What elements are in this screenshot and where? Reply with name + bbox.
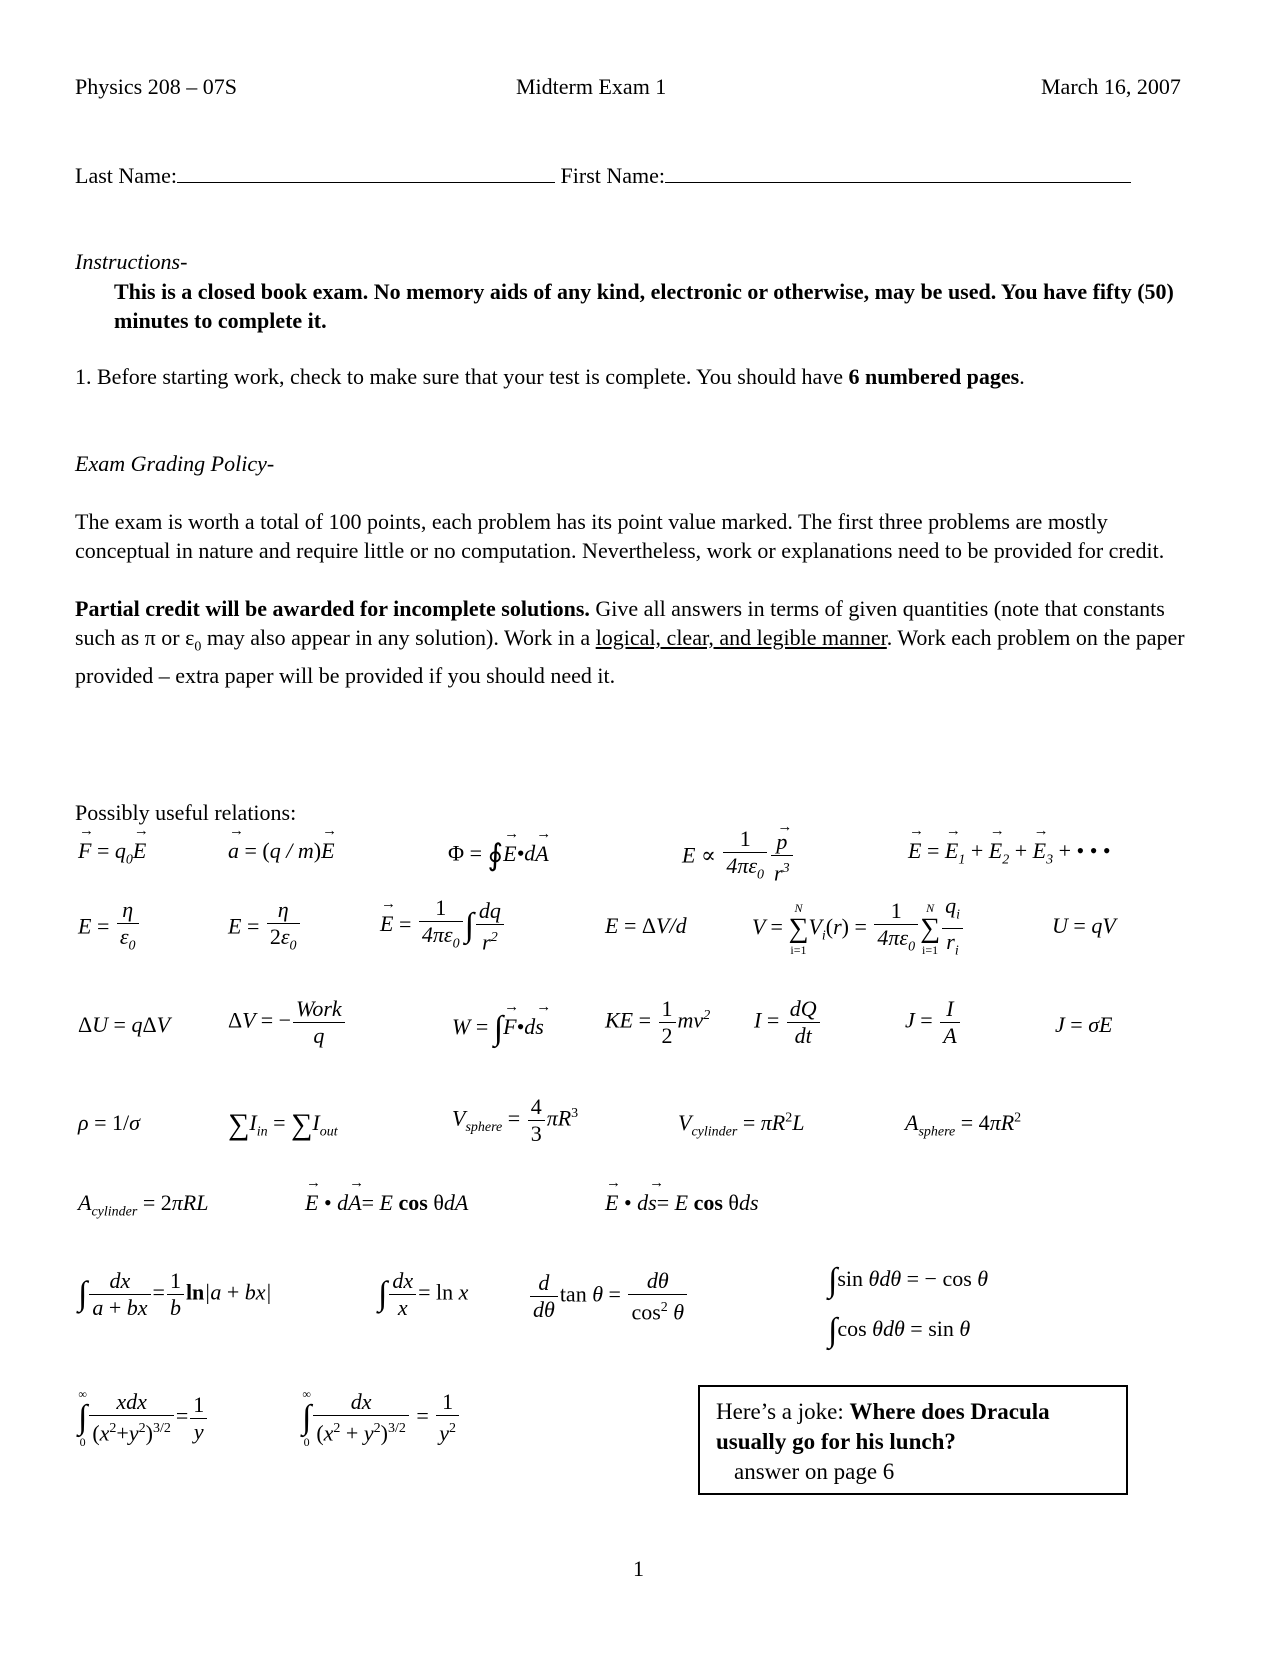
formula-potential-sum: V = N ∑ i=1 $V_i(r)$ = $\frac{1}{4\pi\varepsilon_0}$ N ∑ i=1 $\frac{q_i}{r_i}$ [752, 893, 965, 965]
formula-current: I = $\frac{dQ}{dt}$ [754, 996, 822, 1049]
exam-title: Midterm Exam 1 [516, 74, 667, 99]
course-title: Physics 208 – 07S [75, 74, 237, 99]
formula-sphere-area: $A_{sphere} = 4\pi R^2$ [905, 1110, 1022, 1140]
grading-text-c: . Work each problem on the paper provided – extra paper will be provided if you should need it. [75, 625, 1185, 689]
formula-work: W = ∫→ F•d→ s [452, 1010, 544, 1048]
formula-cylinder-volume: $V_{cylinder} = \pi R^2L$ [678, 1110, 805, 1140]
grading-text-b: may also appear in any solution). Work in a [201, 625, 596, 650]
first-name-field[interactable] [665, 162, 1131, 183]
formula-field-conductor: E = $\frac{\eta}{\varepsilon_0}$ [78, 897, 141, 959]
name-line [75, 162, 1131, 189]
epsilon-subscript: 0 [194, 639, 202, 655]
formula-field-integral: → E = $\frac{1}{4\pi\varepsilon_0}$ ∫ $\frac{dq}{r^2}$ [380, 895, 506, 957]
formula-cylinder-area: $A_{cylinder} = 2\pi RL$ [78, 1190, 209, 1220]
instruction-item-1-bold: 6 numbered pages [848, 364, 1020, 389]
instruction-item-1-text: 1. Before starting work, check to make sure that your test is complete. You should have [75, 364, 849, 389]
formula-field-sheet: E = $\frac{\eta}{2\varepsilon_0}$ [228, 897, 302, 959]
formula-integral-dx: ∞ ∫ 0 $\frac{dx}{(x^2 + y^2)^{3/2}}$ = $\frac{1}{y^2}$ [302, 1388, 461, 1448]
joke-lead: Here’s a joke: [716, 1399, 850, 1424]
grading-title: Exam Grading Policy- [75, 451, 275, 476]
joke-box [698, 1385, 1128, 1495]
formula-uniform-field: E = ΔV/d [605, 913, 687, 938]
formula-integral-sin: ∫sin θdθ = − cos θ [828, 1262, 989, 1299]
formula-dot-product-length: → E • d→ s= E cos θds [605, 1190, 759, 1216]
grading-paragraph-2 [75, 594, 1205, 690]
formula-dipole-field: E ∝ $\frac{1}{4\pi\varepsilon_0}$ → $\frac{p}{r^3}$ [682, 826, 795, 888]
formula-acceleration: → a = (q / m)→ E [228, 838, 335, 864]
formula-integral-log-linear: ∫ $\frac{dx}{a + bx}$ = $\frac{1}{b}$ ln|a + bx| [78, 1268, 272, 1320]
formula-tan-derivative: $\frac{d}{d\theta}$ tan θ = $\frac{d\theta}{\cos^2 \theta}$ [528, 1268, 689, 1325]
exam-date: March 16, 2007 [1041, 74, 1181, 99]
formula-ohm-micro: J = σE [1055, 1012, 1113, 1037]
first-name-label: First Name: [560, 163, 666, 188]
instruction-item-1 [75, 364, 1025, 390]
formula-potential-energy: U = qV [1052, 913, 1116, 938]
formula-flux: Φ = ∮→ E•d→ A [448, 838, 549, 873]
formula-dot-product-area: → E • d→ A= E cos θdA [305, 1190, 468, 1216]
grading-underlined: logical, clear, and legible manner [595, 625, 887, 650]
formula-force: → $F = q_0\to E$ [78, 838, 146, 868]
formula-kinetic-energy: KE = $\frac{1}{2}$ $mv^2$ [605, 996, 711, 1048]
last-name-field[interactable] [177, 162, 555, 183]
formula-kirchhoff-current: $\sum I_{in} = \sum I_{out}$ [228, 1108, 338, 1141]
instruction-item-1-end: . [1019, 364, 1025, 389]
formula-integral-log: ∫ $\frac{dx}{x}$ = ln x [378, 1268, 469, 1320]
grading-paragraph-1: The exam is worth a total of 100 points, each problem has its point value marked. The first three problems are mostly conceptual in nature and require little or no computation. Nevertheless, work or explanations need to be provided for credit. [75, 509, 1165, 563]
formula-resistivity: ρ = 1/σ [78, 1110, 140, 1135]
formula-delta-v: ΔV = − $\frac{\text{Work}}{q}$ [228, 996, 347, 1049]
instructions-title: Instructions- [75, 249, 188, 274]
formula-current-density: J = $\frac{I}{A}$ [905, 996, 962, 1049]
formula-superposition: → E = → $E_1$ + → $E_2$ + → $E_3$ + • • • [908, 838, 1111, 868]
joke-question: Where does Dracula usually go for his lunch? [716, 1399, 1050, 1454]
formula-delta-u: ΔU = qΔV [78, 1012, 171, 1037]
page-number: 1 [633, 1556, 644, 1581]
formula-sphere-volume: $V_{sphere}$ = $\frac{4}{3}$ $\pi R^3$ [452, 1094, 579, 1146]
grading-text-a: Give all answers in terms of given quantities (note that constants such as π or ε [75, 596, 1165, 650]
last-name-label: Last Name: [75, 163, 178, 188]
joke-answer-hint: answer on page 6 [734, 1459, 895, 1484]
partial-credit-text: Partial credit will be awarded for incomplete solutions. [75, 596, 590, 621]
formula-integral-cos: ∫cos θdθ = sin θ [828, 1312, 971, 1349]
instructions-text: This is a closed book exam. No memory aids of any kind, electronic or otherwise, may be used. You have fifty (50) minutes to complete it. [114, 279, 1174, 333]
relations-title: Possibly useful relations: [75, 800, 297, 825]
formula-integral-xdx: ∞ ∫ 0 $\frac{\text{xdx}}{(x^2+y^2)^{3/2}}$ = $\frac{1}{y}$ [78, 1388, 209, 1448]
